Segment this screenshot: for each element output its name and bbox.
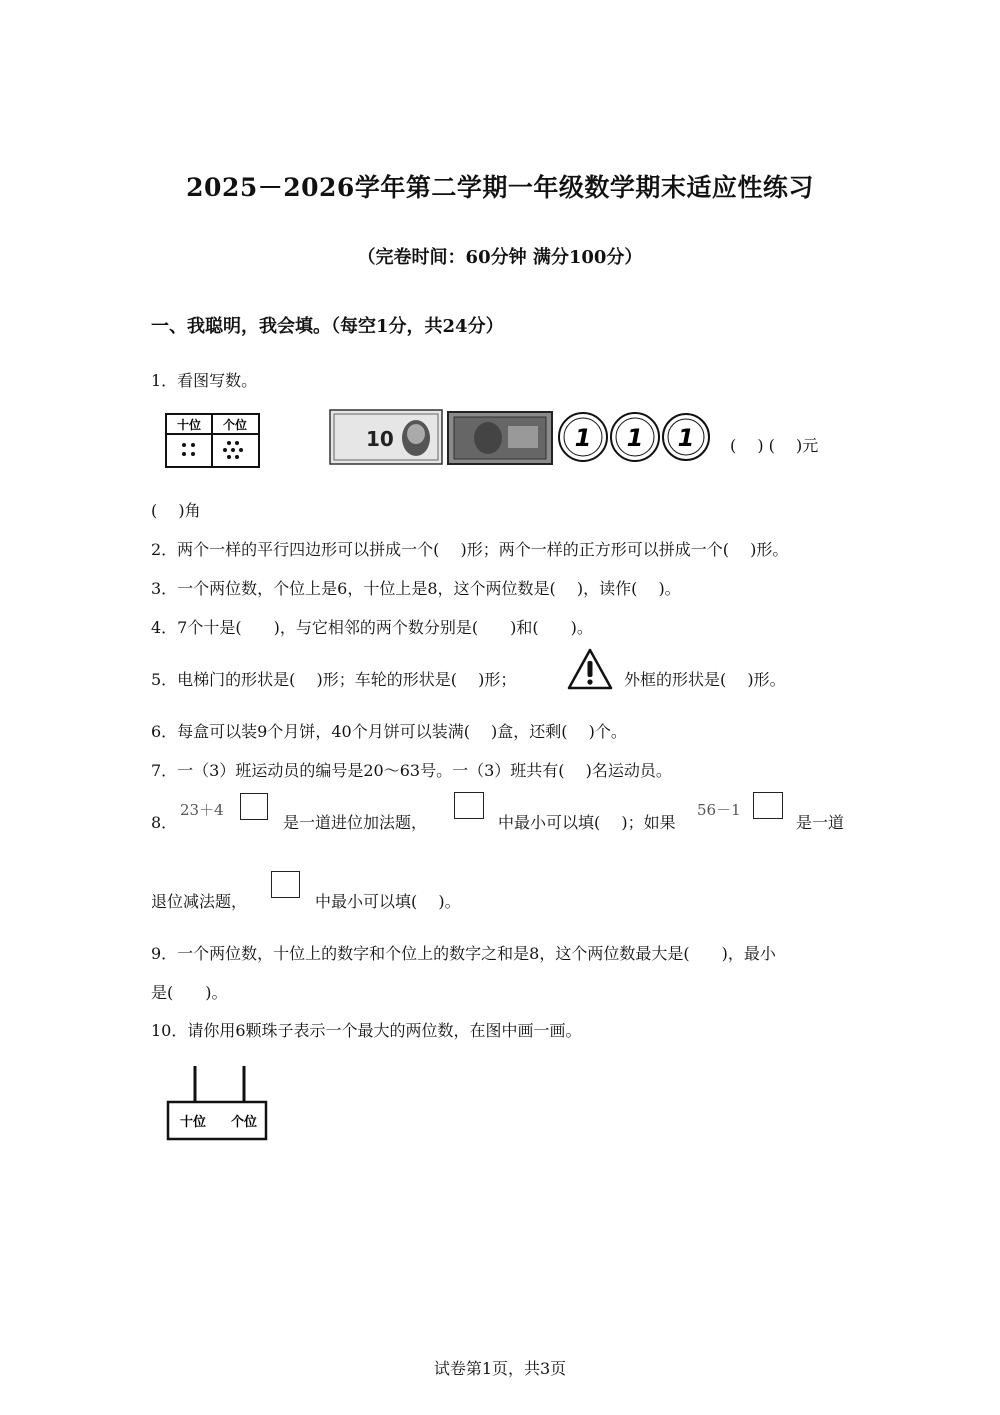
- answer-box-4[interactable]: [271, 871, 300, 898]
- answer-box-1[interactable]: [240, 793, 268, 820]
- coin-3: [663, 414, 709, 460]
- addition-expression: 23＋4: [180, 801, 224, 819]
- question-4: 4．7个十是( )，与它相邻的两个数分别是( )和( )。: [151, 618, 593, 637]
- abacus-ones-label: 个位: [230, 1115, 258, 1130]
- answer-box-2[interactable]: [454, 792, 484, 819]
- exam-info: （完卷时间：60分钟 满分100分）: [357, 247, 643, 268]
- subtraction-expression: 56－1: [697, 801, 741, 819]
- ones-beads: [223, 441, 243, 459]
- question-8-number: 8．: [151, 813, 178, 832]
- question-6: 6．每盒可以装9个月饼，40个月饼可以装满( )盒，还剩( )个。: [151, 722, 627, 741]
- question-2: 2．两个一样的平行四边形可以拼成一个( )形；两个一样的正方形可以拼成一个( )形。: [151, 540, 789, 559]
- money-answer-jiao: ( )角: [151, 501, 201, 520]
- page-title: 2025－2026学年第二学期一年级数学期末适应性练习: [186, 173, 814, 202]
- svg-text:1: 1: [626, 424, 644, 452]
- question-9-line2: 是( )。: [151, 983, 228, 1002]
- question-8-text-5: 中最小可以填( )。: [315, 892, 461, 911]
- question-8-text-2: 中最小可以填( )；如果: [498, 813, 676, 832]
- warning-sign-icon: [566, 647, 614, 691]
- question-3: 3．一个两位数，个位上是6，十位上是8，这个两位数是( )，读作( )。: [151, 579, 681, 598]
- question-8-text-4: 退位减法题，: [151, 892, 248, 911]
- banknote-value: 10: [366, 427, 394, 451]
- question-8-text-3: 是一道: [796, 813, 845, 832]
- coins-image: [556, 410, 711, 465]
- page-footer: 试卷第1页，共3页: [433, 1359, 567, 1378]
- section-heading: 一、我聪明，我会填。（每空1分，共24分）: [151, 316, 504, 337]
- money-answer-blanks: ( ) ( )元: [730, 436, 819, 455]
- abacus-diagram[interactable]: [165, 1063, 269, 1143]
- place-value-table: [165, 413, 261, 469]
- question-10: 10．请你用6颗珠子表示一个最大的两位数，在图中画一画。: [151, 1021, 582, 1040]
- question-5-part2: 外框的形状是( )形。: [624, 670, 786, 689]
- question-7: 7．一（3）班运动员的编号是20～63号。一（3）班共有( )名运动员。: [151, 761, 672, 780]
- banknotes-image: [328, 408, 553, 466]
- coin-2: [611, 413, 659, 461]
- tens-label: 十位: [176, 418, 202, 432]
- svg-text:1: 1: [574, 424, 592, 452]
- answer-box-3[interactable]: [753, 792, 783, 819]
- ones-label: 个位: [222, 418, 248, 432]
- svg-text:1: 1: [677, 424, 695, 452]
- coin-1: [559, 413, 607, 461]
- tens-beads: [182, 443, 195, 456]
- question-9-line1: 9．一个两位数，十位上的数字和个位上的数字之和是8，这个两位数最大是( )，最小: [151, 944, 776, 963]
- question-5-part1: 5．电梯门的形状是( )形；车轮的形状是( )形；: [151, 670, 517, 689]
- question-8-text-1: 是一道进位加法题，: [283, 813, 428, 832]
- abacus-tens-label: 十位: [179, 1115, 207, 1130]
- question-1: 1．看图写数。: [151, 371, 258, 390]
